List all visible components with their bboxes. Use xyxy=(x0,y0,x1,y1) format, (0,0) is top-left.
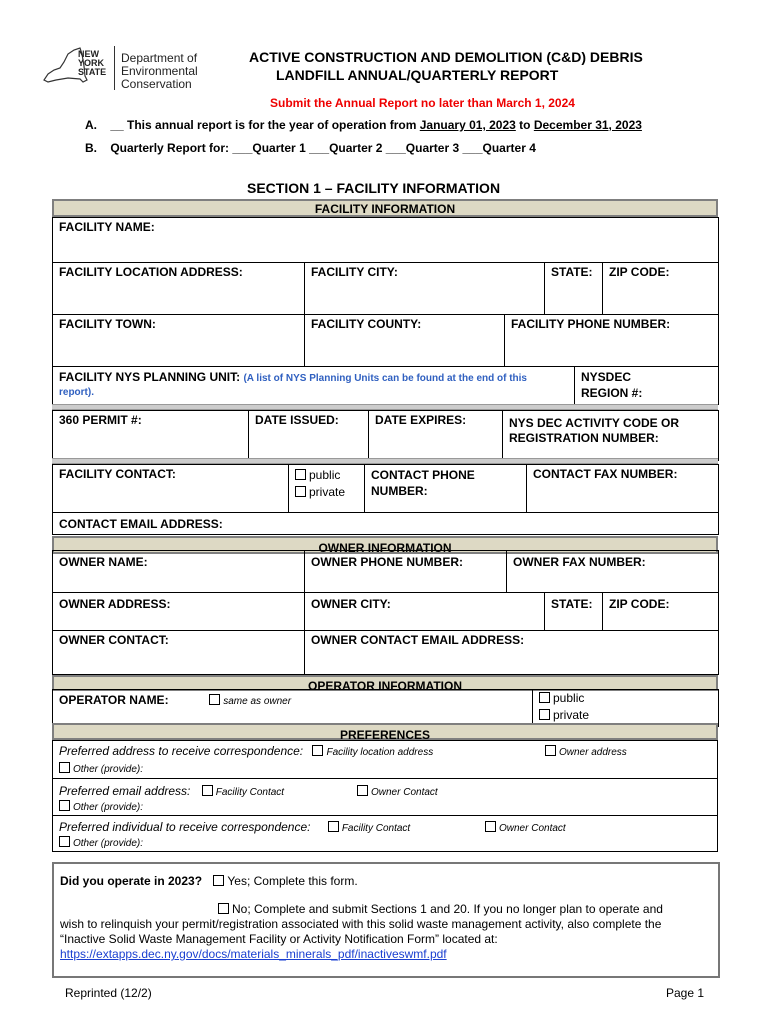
facility-location-address-label: Facility location address xyxy=(326,747,434,758)
activity-code-label: NYS DEC ACTIVITY CODE OR xyxy=(509,416,680,430)
operator-name-label: OPERATOR NAME: xyxy=(59,693,169,707)
logo-dept-line: Conservation xyxy=(121,77,192,91)
planning-unit-field[interactable] xyxy=(53,367,575,405)
facility-location-address-checkbox[interactable] xyxy=(312,744,433,758)
pref-individual-label: Preferred individual to receive correspondence: xyxy=(59,820,311,834)
owner-contact-label: OWNER CONTACT: xyxy=(59,633,169,647)
owner-phone-field[interactable] xyxy=(305,551,507,593)
contact-email-label: CONTACT EMAIL ADDRESS: xyxy=(59,517,223,531)
checkbox-icon xyxy=(312,745,323,756)
nysdec-region-field[interactable] xyxy=(575,367,719,405)
contact-phone-label: CONTACT PHONE xyxy=(371,468,475,482)
logo-dept-line: Department of xyxy=(121,51,198,65)
logo-dept-text xyxy=(121,52,198,91)
owner-state-field[interactable] xyxy=(545,593,603,631)
pref-row-divider xyxy=(53,778,717,779)
owner-table-3 xyxy=(52,630,719,675)
date-issued-label: DATE ISSUED: xyxy=(255,413,339,427)
facility-zip-label: ZIP CODE: xyxy=(609,265,670,279)
checkbox-icon xyxy=(295,469,306,480)
page-number: Page 1 xyxy=(666,986,705,1000)
owner-state-label: STATE: xyxy=(551,597,593,611)
contact-fax-label: CONTACT FAX NUMBER: xyxy=(533,467,678,481)
operator-info-header: OPERATOR INFORMATION xyxy=(52,675,718,691)
operator-public-label: public xyxy=(553,691,585,705)
facility-county-field[interactable] xyxy=(305,315,505,367)
facility-table-1 xyxy=(52,217,719,315)
contact-fax-field[interactable] xyxy=(527,465,719,513)
individual-facility-contact-label: Facility Contact xyxy=(341,823,411,834)
owner-city-field[interactable] xyxy=(305,593,545,631)
other-provide-label: Other (provide): xyxy=(73,764,144,775)
owner-info-header: OWNER INFORMATION xyxy=(52,536,718,554)
facility-contact-label: FACILITY CONTACT: xyxy=(59,467,176,481)
checkbox-icon xyxy=(218,903,229,914)
operate-yes-checkbox[interactable] xyxy=(213,874,357,888)
logo-state-line: YORK xyxy=(78,58,105,68)
operate-question: Did you operate in 2023? xyxy=(60,874,203,888)
operator-private-checkbox[interactable] xyxy=(539,707,712,724)
other-individual-checkbox[interactable] xyxy=(59,835,709,849)
checkbox-icon xyxy=(328,821,339,832)
line-a-label: A. xyxy=(85,118,97,132)
owner-phone-label: OWNER PHONE NUMBER: xyxy=(311,555,463,569)
reprinted-note: Reprinted (12/2) xyxy=(65,986,152,1000)
other-provide-label: Other (provide): xyxy=(73,802,144,813)
owner-table-1 xyxy=(52,550,719,593)
operator-public-checkbox[interactable] xyxy=(539,690,712,707)
line-a-to: December 31, 2023 xyxy=(533,118,642,132)
public-checkbox[interactable] xyxy=(295,467,358,484)
operator-private-label: private xyxy=(553,708,590,722)
owner-zip-label: ZIP CODE: xyxy=(609,597,670,611)
contact-phone-label-cont: NUMBER: xyxy=(371,484,428,498)
facility-county-label: FACILITY COUNTY: xyxy=(311,317,422,331)
report-title-line2: LANDFILL ANNUAL/QUARTERLY REPORT xyxy=(276,67,559,83)
owner-zip-field[interactable] xyxy=(603,593,719,631)
checkbox-icon xyxy=(545,745,556,756)
owner-address-checkbox[interactable] xyxy=(545,744,627,758)
line-a xyxy=(85,118,642,132)
individual-owner-contact-checkbox[interactable] xyxy=(485,820,566,834)
logo-state-line: NEW xyxy=(78,49,99,59)
pref-individual-row xyxy=(59,820,709,849)
inactive-form-link[interactable]: https://extapps.dec.ny.gov/docs/materials_minerals_pdf/inactiveswmf.pdf xyxy=(60,947,447,961)
owner-table-2 xyxy=(52,592,719,631)
facility-state-field[interactable] xyxy=(545,263,603,315)
facility-table-2 xyxy=(52,314,719,367)
operator-type-options xyxy=(533,690,719,727)
preferences-box xyxy=(52,740,718,852)
activity-code-label-cont: REGISTRATION NUMBER: xyxy=(509,431,659,445)
line-a-to-word: to xyxy=(519,118,531,132)
facility-state-label: STATE: xyxy=(551,265,593,279)
other-email-checkbox[interactable] xyxy=(59,799,709,813)
facility-town-label: FACILITY TOWN: xyxy=(59,317,156,331)
report-title-line1: ACTIVE CONSTRUCTION AND DEMOLITION (C&D) DEBRIS xyxy=(249,49,643,65)
owner-address-field[interactable] xyxy=(53,593,305,631)
date-issued-field[interactable] xyxy=(249,411,369,461)
facility-name-label: FACILITY NAME: xyxy=(59,220,155,234)
logo-state-text xyxy=(78,50,114,77)
checkbox-icon xyxy=(59,762,70,773)
facility-name-field[interactable] xyxy=(53,218,719,263)
checkbox-icon xyxy=(357,785,368,796)
operator-table xyxy=(52,689,719,727)
checkbox-icon xyxy=(209,694,220,705)
private-checkbox[interactable] xyxy=(295,484,358,501)
operate-question-row xyxy=(60,874,358,888)
checkbox-icon xyxy=(202,785,213,796)
facility-phone-label: FACILITY PHONE NUMBER: xyxy=(511,317,671,331)
planning-unit-note-cont: report). xyxy=(59,387,94,398)
nysdec-region-label-cont: REGION #: xyxy=(581,386,643,400)
individual-owner-contact-label: Owner Contact xyxy=(499,823,566,834)
planning-unit-note: (A list of NYS Planning Units can be found at the end of this xyxy=(243,373,527,384)
line-b-label: B. xyxy=(85,141,97,155)
contact-phone-field[interactable] xyxy=(365,465,527,513)
pref-row-divider xyxy=(53,815,717,816)
owner-fax-field[interactable] xyxy=(507,551,719,593)
owner-name-field[interactable] xyxy=(53,551,305,593)
facility-phone-field[interactable] xyxy=(505,315,719,367)
pref-email-row xyxy=(59,784,709,813)
pref-address-row xyxy=(59,744,709,775)
operate-no-line1: No; Complete and submit Sections 1 and 20. If you no longer plan to operate and xyxy=(232,902,663,916)
activity-code-field[interactable] xyxy=(503,411,719,461)
individual-facility-contact-checkbox[interactable] xyxy=(328,820,410,834)
same-as-owner-checkbox[interactable] xyxy=(209,693,291,707)
planning-unit-label: FACILITY NYS PLANNING UNIT: xyxy=(59,370,241,384)
owner-contact-field[interactable] xyxy=(53,631,305,675)
email-facility-contact-label: Facility Contact xyxy=(215,787,285,798)
email-facility-contact-checkbox[interactable] xyxy=(202,784,284,798)
logo-state-line: STATE xyxy=(78,67,107,77)
facility-town-field[interactable] xyxy=(53,315,305,367)
operate-box xyxy=(52,862,720,978)
owner-contact-email-label: OWNER CONTACT EMAIL ADDRESS: xyxy=(311,633,525,647)
owner-name-label: OWNER NAME: xyxy=(59,555,148,569)
operate-no-checkbox[interactable] xyxy=(60,902,712,917)
permit-number-field[interactable] xyxy=(53,411,249,461)
owner-city-label: OWNER CITY: xyxy=(311,597,391,611)
contact-type-options xyxy=(289,465,365,513)
checkbox-icon xyxy=(539,709,550,720)
same-as-owner-label: same as owner xyxy=(223,696,292,707)
date-expires-label: DATE EXPIRES: xyxy=(375,413,467,427)
contact-table xyxy=(52,464,719,535)
other-provide-label: Other (provide): xyxy=(73,838,144,849)
nysdec-region-label: NYSDEC xyxy=(581,370,632,384)
owner-address-option-label: Owner address xyxy=(559,747,627,758)
logo-dept-line: Environmental xyxy=(121,64,198,78)
facility-location-address-label: FACILITY LOCATION ADDRESS: xyxy=(59,265,243,279)
line-b xyxy=(85,141,536,155)
owner-address-label: OWNER ADDRESS: xyxy=(59,597,171,611)
owner-contact-email-field[interactable] xyxy=(305,631,719,675)
pref-email-label: Preferred email address: xyxy=(59,784,191,798)
checkbox-icon xyxy=(539,692,550,703)
line-a-from: January 01, 2023 xyxy=(419,118,516,132)
checkbox-icon xyxy=(59,836,70,847)
facility-city-field[interactable] xyxy=(305,263,545,315)
operate-no-line3: “Inactive Solid Waste Management Facility or Activity Notification Form” located at: xyxy=(60,932,498,946)
operator-name-field[interactable] xyxy=(53,690,533,727)
deadline-notice: Submit the Annual Report no later than March 1, 2024 xyxy=(270,96,575,110)
preferences-header: PREFERENCES xyxy=(52,723,718,740)
contact-email-field[interactable] xyxy=(53,513,719,535)
facility-city-label: FACILITY CITY: xyxy=(311,265,398,279)
owner-fax-label: OWNER FAX NUMBER: xyxy=(513,555,646,569)
email-owner-contact-checkbox[interactable] xyxy=(357,784,438,798)
line-b-text: Quarterly Report for: ___Quarter 1 ___Quarter 2 ___Quarter 3 ___Quarter 4 xyxy=(110,141,536,155)
checkbox-icon xyxy=(213,875,224,886)
other-address-checkbox[interactable] xyxy=(59,761,709,775)
date-expires-field[interactable] xyxy=(369,411,503,461)
logo-divider xyxy=(114,46,115,90)
line-a-text: __ This annual report is for the year of operation from xyxy=(110,118,417,132)
checkbox-icon xyxy=(485,821,496,832)
checkbox-icon xyxy=(59,800,70,811)
operate-yes-label: Yes; Complete this form. xyxy=(227,874,358,888)
permit-number-label: 360 PERMIT #: xyxy=(59,413,142,427)
facility-contact-field[interactable] xyxy=(53,465,289,513)
facility-zip-field[interactable] xyxy=(603,263,719,315)
email-owner-contact-label: Owner Contact xyxy=(371,787,438,798)
operate-no-line2: wish to relinquish your permit/registration associated with this solid waste management activity, also complete the xyxy=(60,917,662,931)
public-label: public xyxy=(309,468,341,482)
operate-no-block xyxy=(60,902,712,962)
pref-address-label: Preferred address to receive correspondence: xyxy=(59,744,304,758)
checkbox-icon xyxy=(295,486,306,497)
facility-table-3 xyxy=(52,366,719,405)
facility-location-address-field[interactable] xyxy=(53,263,305,315)
permit-table xyxy=(52,410,719,461)
section1-title: SECTION 1 – FACILITY INFORMATION xyxy=(247,180,501,196)
private-label: private xyxy=(309,485,346,499)
facility-info-header: FACILITY INFORMATION xyxy=(52,199,718,217)
